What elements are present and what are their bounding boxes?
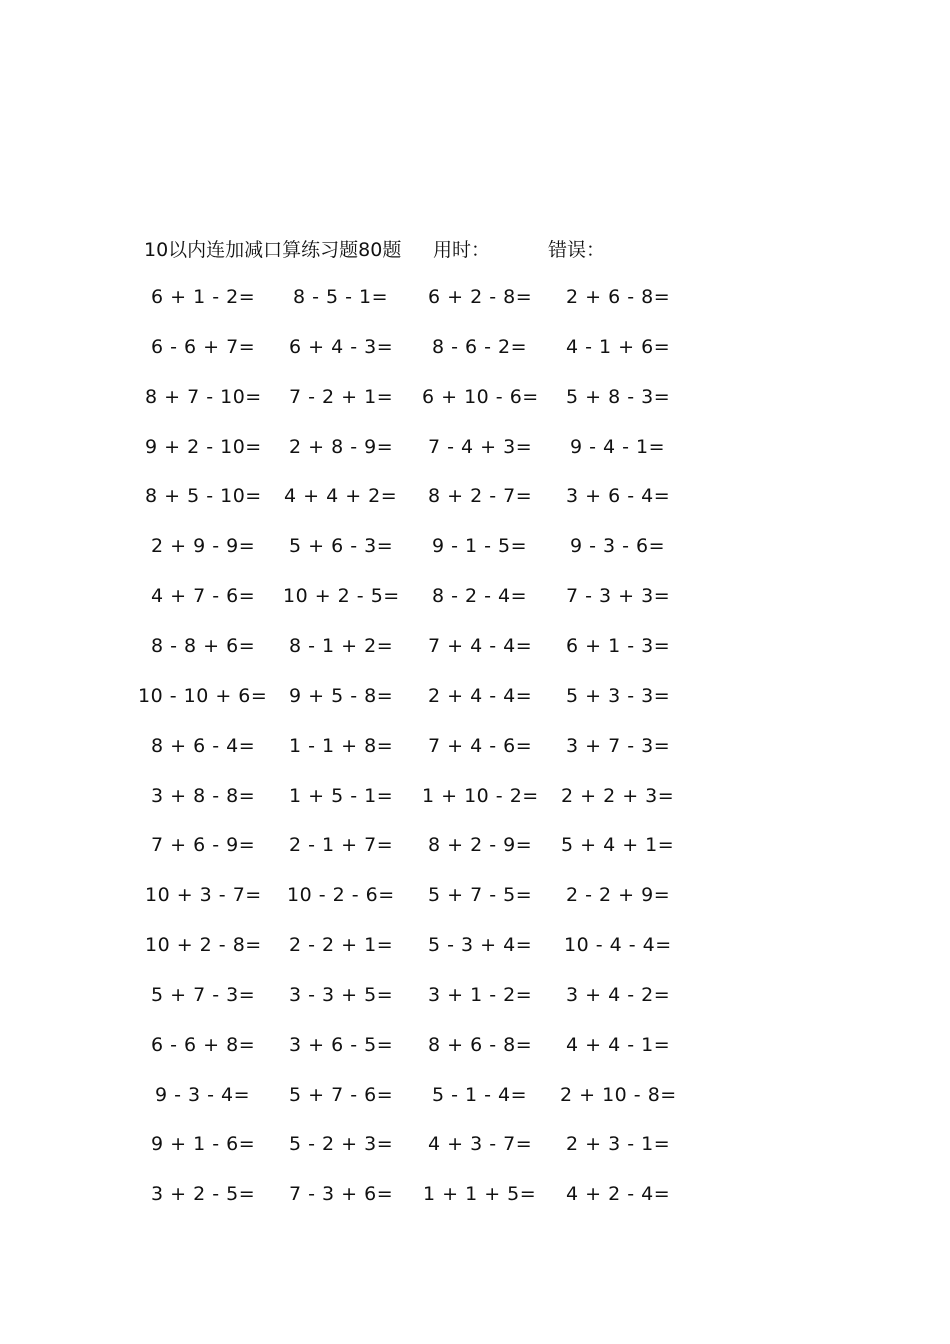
exercise-problem: 2 + 6 - 8= [566, 286, 671, 308]
exercise-problem: 3 + 6 - 4= [566, 485, 671, 508]
exercise-problem: 5 - 2 + 3= [289, 1133, 394, 1156]
exercise-problem: 8 - 5 - 1= [293, 286, 389, 308]
exercise-problem: 2 + 4 - 4= [428, 684, 533, 707]
error-count-label: 错误： [548, 239, 606, 261]
exercise-problem: 8 + 2 - 7= [428, 485, 533, 508]
exercise-row [0, 336, 950, 366]
exercise-problem: 6 + 1 - 3= [566, 634, 671, 657]
exercise-problem: 3 + 7 - 3= [566, 734, 671, 757]
exercise-problem: 7 - 3 + 6= [289, 1183, 394, 1206]
exercise-problem: 9 + 2 - 10= [145, 435, 262, 458]
exercise-problem: 10 + 2 - 8= [145, 934, 262, 957]
exercise-problem: 8 + 7 - 10= [145, 385, 262, 408]
exercise-problem: 4 + 2 - 4= [566, 1183, 671, 1206]
exercise-problem: 8 - 8 + 6= [151, 634, 256, 657]
exercise-problem: 1 + 10 - 2= [422, 784, 539, 807]
exercise-problem: 9 - 3 - 6= [570, 535, 666, 558]
exercise-problem: 8 - 1 + 2= [289, 634, 394, 657]
time-used-label: 用时： [433, 239, 491, 261]
exercise-problem: 8 - 6 - 2= [432, 335, 528, 358]
exercise-problem: 10 - 10 + 6= [138, 684, 268, 707]
exercise-problem: 2 - 2 + 9= [566, 884, 671, 907]
exercise-row [0, 386, 950, 416]
exercise-row [0, 785, 950, 815]
exercise-problem: 6 + 1 - 2= [151, 286, 256, 308]
exercise-row [0, 485, 950, 515]
exercise-problem: 6 + 2 - 8= [428, 286, 533, 308]
exercise-row [0, 1084, 950, 1114]
exercise-problem: 9 - 4 - 1= [570, 435, 666, 458]
exercise-row [0, 1133, 950, 1163]
exercise-problem: 7 - 4 + 3= [428, 435, 533, 458]
exercise-problem: 7 - 3 + 3= [566, 585, 671, 608]
exercise-problem: 5 - 1 - 4= [432, 1083, 528, 1106]
exercise-problem: 8 + 6 - 8= [428, 1033, 533, 1056]
exercise-row [0, 1034, 950, 1064]
exercise-problem: 5 + 7 - 5= [428, 884, 533, 907]
exercise-problem: 2 - 1 + 7= [289, 834, 394, 857]
exercise-problem: 1 - 1 + 8= [289, 734, 394, 757]
exercise-row [0, 286, 950, 316]
exercise-problem: 8 + 6 - 4= [151, 734, 256, 757]
exercise-problem: 10 - 2 - 6= [287, 884, 395, 907]
exercise-problem: 2 + 3 - 1= [566, 1133, 671, 1156]
exercise-problem: 2 + 8 - 9= [289, 435, 394, 458]
exercise-problem: 5 + 4 + 1= [561, 834, 675, 857]
exercise-problem: 6 - 6 + 8= [151, 1033, 256, 1056]
worksheet-title: 10以内连加减口算练习题80题 [144, 239, 402, 261]
exercise-problem: 9 + 5 - 8= [289, 684, 394, 707]
exercise-row [0, 436, 950, 466]
exercise-problem: 3 + 8 - 8= [151, 784, 256, 807]
exercise-problem: 4 + 3 - 7= [428, 1133, 533, 1156]
exercise-problem: 4 - 1 + 6= [566, 335, 671, 358]
exercise-problem: 5 + 7 - 3= [151, 983, 256, 1006]
exercise-problem: 9 - 3 - 4= [155, 1083, 251, 1106]
exercise-problem: 7 + 4 - 4= [428, 634, 533, 657]
exercise-row [0, 984, 950, 1014]
exercise-problem: 5 + 7 - 6= [289, 1083, 394, 1106]
exercise-problem: 10 - 4 - 4= [564, 934, 672, 957]
exercise-problem: 9 - 1 - 5= [432, 535, 528, 558]
exercise-problem: 7 - 2 + 1= [289, 385, 394, 408]
exercise-problem: 8 + 2 - 9= [428, 834, 533, 857]
exercise-problem: 3 - 3 + 5= [289, 983, 394, 1006]
exercise-problem: 2 - 2 + 1= [289, 934, 394, 957]
exercise-problem: 6 - 6 + 7= [151, 335, 256, 358]
exercise-row [0, 834, 950, 864]
exercise-problem: 9 + 1 - 6= [151, 1133, 256, 1156]
exercise-problem: 5 + 8 - 3= [566, 385, 671, 408]
exercise-problem: 1 + 1 + 5= [423, 1183, 537, 1206]
worksheet-header [0, 235, 950, 265]
exercise-row [0, 884, 950, 914]
exercise-problem: 6 + 4 - 3= [289, 335, 394, 358]
exercise-problem: 5 - 3 + 4= [428, 934, 533, 957]
exercise-problem: 10 + 2 - 5= [283, 585, 400, 608]
exercise-row [0, 685, 950, 715]
exercise-row [0, 934, 950, 964]
exercise-problem: 8 - 2 - 4= [432, 585, 528, 608]
exercise-problem: 6 + 10 - 6= [422, 385, 539, 408]
exercise-problem: 3 + 4 - 2= [566, 983, 671, 1006]
exercise-problem: 3 + 2 - 5= [151, 1183, 256, 1206]
exercise-row [0, 585, 950, 615]
exercise-problem: 3 + 6 - 5= [289, 1033, 394, 1056]
exercise-row [0, 535, 950, 565]
exercise-problem: 2 + 9 - 9= [151, 535, 256, 558]
exercise-problem: 4 + 4 - 1= [566, 1033, 671, 1056]
exercise-problem: 2 + 10 - 8= [560, 1083, 677, 1106]
exercise-problem: 7 + 6 - 9= [151, 834, 256, 857]
exercise-problem: 4 + 7 - 6= [151, 585, 256, 608]
exercise-problem: 10 + 3 - 7= [145, 884, 262, 907]
exercise-problem: 8 + 5 - 10= [145, 485, 262, 508]
exercise-problem: 4 + 4 + 2= [284, 485, 398, 508]
exercise-problem: 5 + 3 - 3= [566, 684, 671, 707]
exercise-row [0, 1183, 950, 1213]
exercise-problem: 1 + 5 - 1= [289, 784, 394, 807]
exercise-row [0, 735, 950, 765]
exercise-problem: 7 + 4 - 6= [428, 734, 533, 757]
exercise-problem: 3 + 1 - 2= [428, 983, 533, 1006]
exercise-problem: 5 + 6 - 3= [289, 535, 394, 558]
exercise-problem: 2 + 2 + 3= [561, 784, 675, 807]
exercise-row [0, 635, 950, 665]
